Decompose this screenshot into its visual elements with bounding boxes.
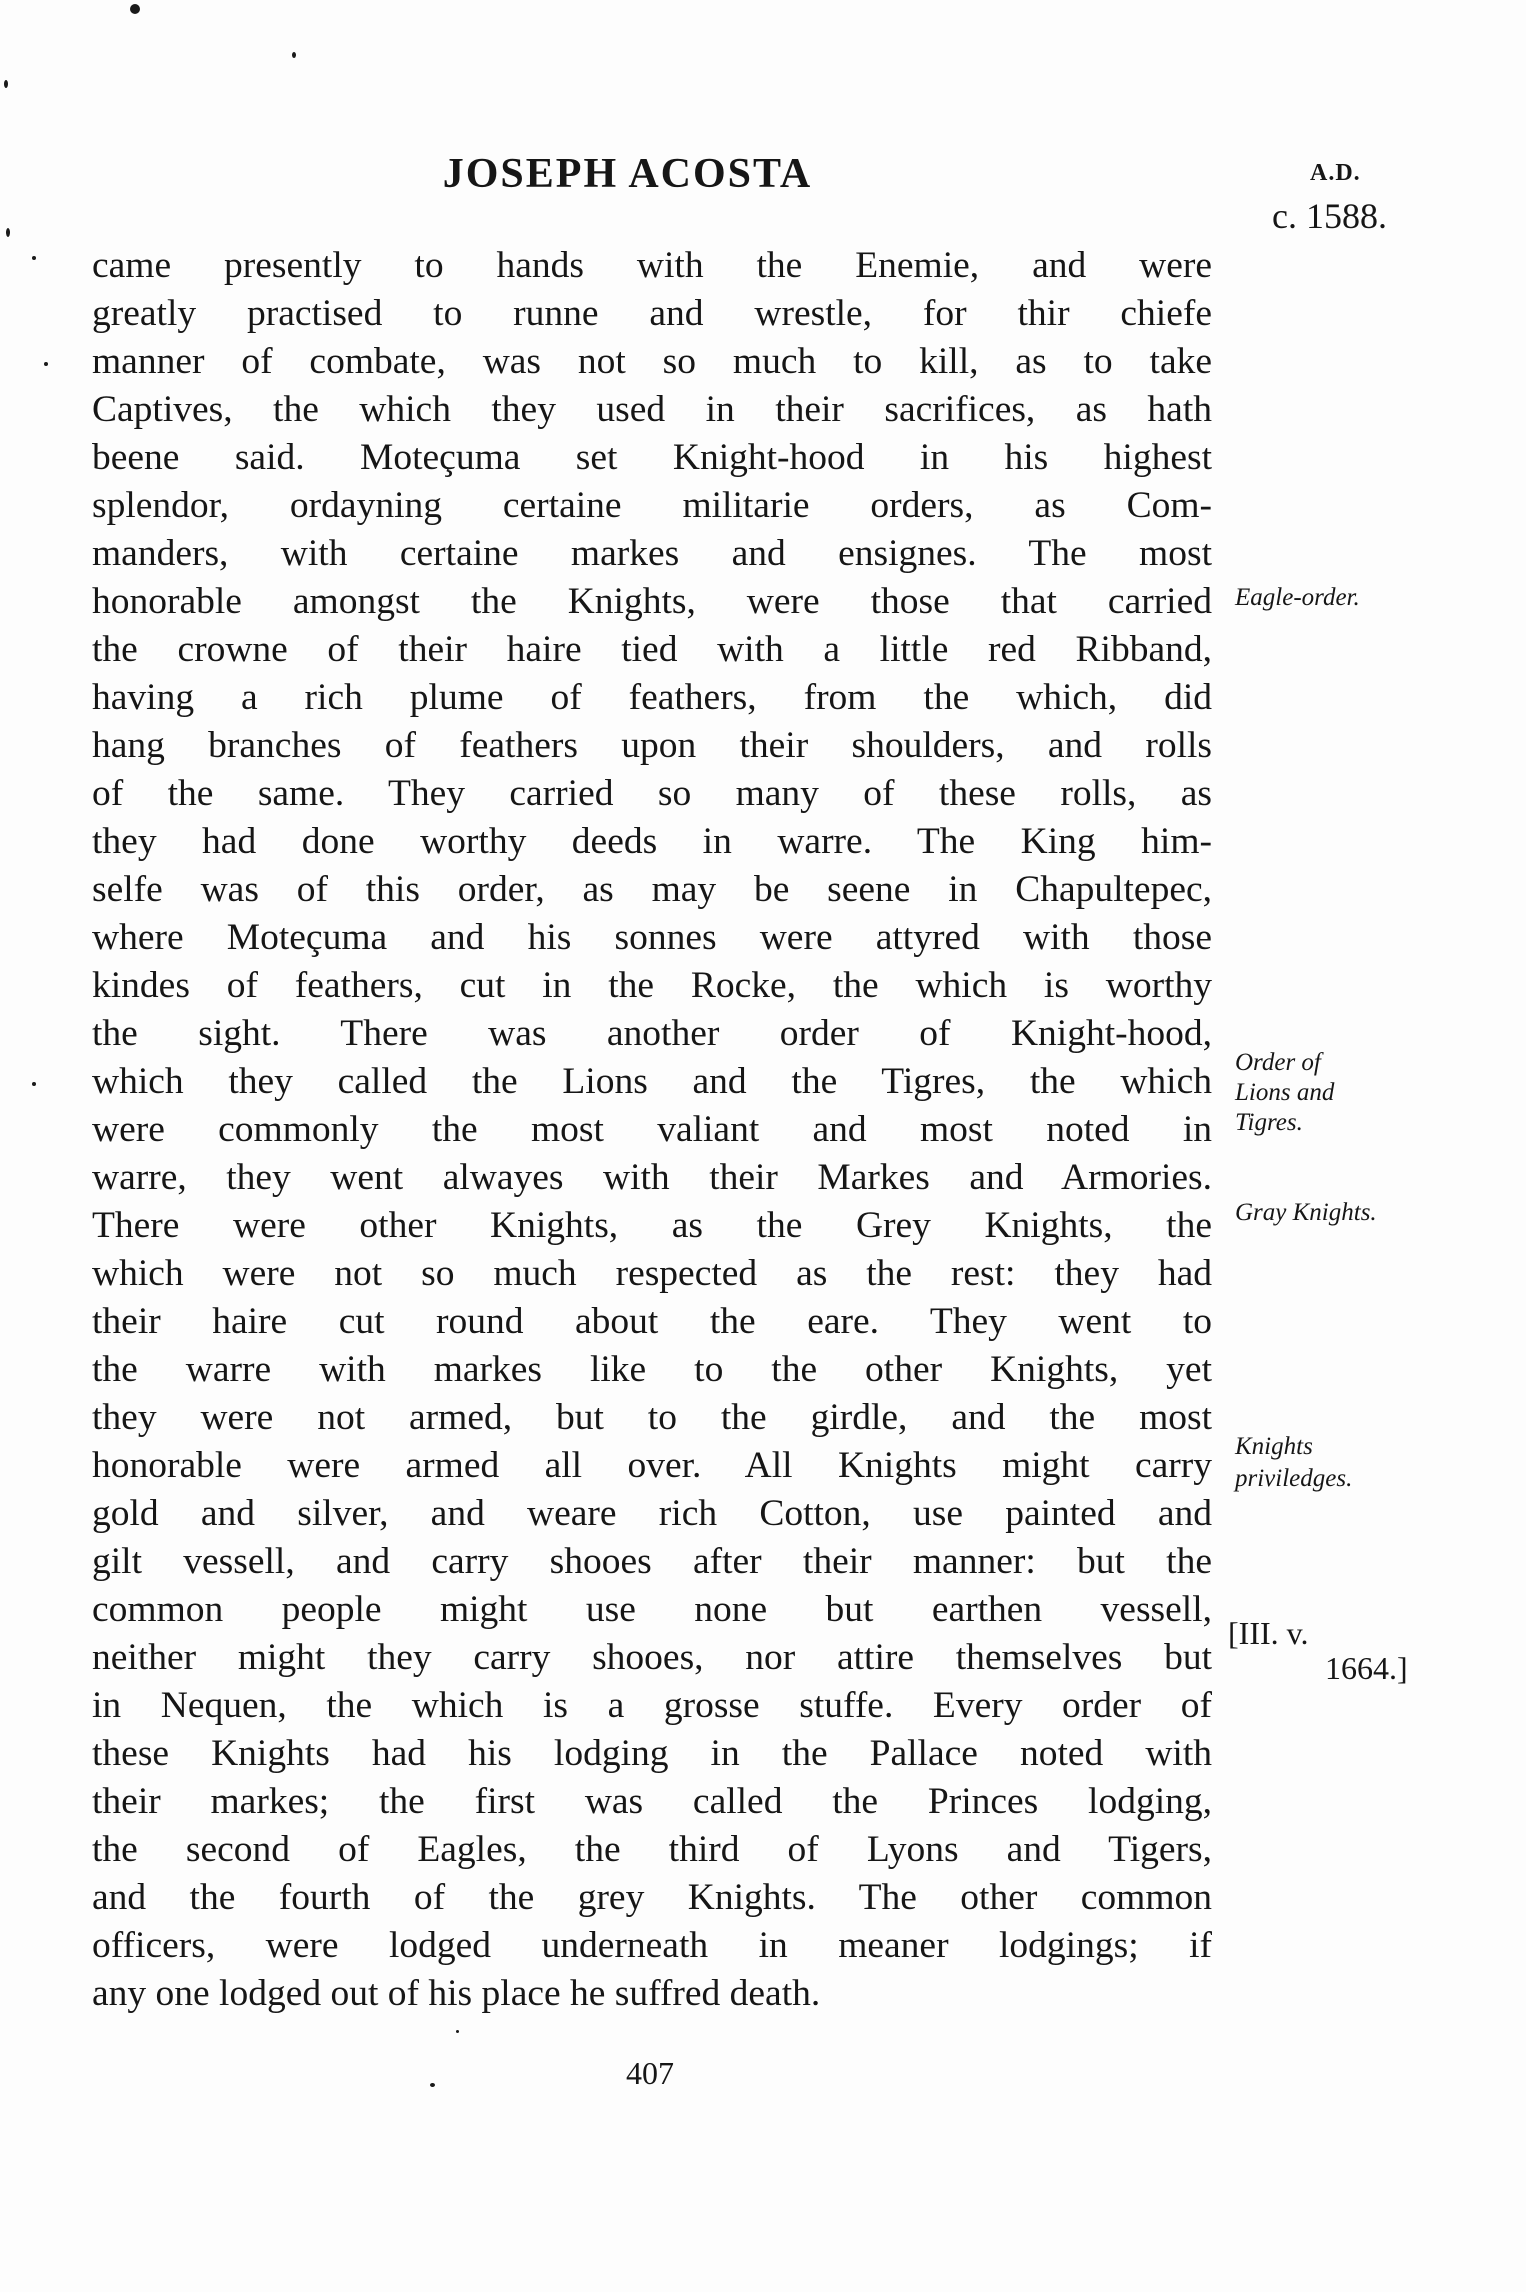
text-line-18: which they called the Lions and the Tigres, the which <box>92 1061 1212 1102</box>
text-line-26: honorable were armed all over. All Knights might carry <box>92 1445 1212 1486</box>
text-line-9: the crowne of their haire tied with a little red Ribband, <box>92 629 1212 670</box>
text-line-22: which were not so much respected as the rest: they had <box>92 1253 1212 1294</box>
text-line-12: of the same. They carried so many of these rolls, as <box>92 773 1212 814</box>
text-line-28: gilt vessell, and carry shooes after their manner: but the <box>92 1541 1212 1582</box>
text-line-7: manders, with certaine markes and ensignes. The most <box>92 533 1212 574</box>
text-line-33: their markes; the first was called the Princes lodging, <box>92 1781 1212 1822</box>
margin-note-lions-line-2: Lions and <box>1235 1079 1335 1106</box>
margin-note-priviledges-line-2: priviledges. <box>1235 1465 1353 1492</box>
text-line-8: honorable amongst the Knights, were those that carried <box>92 581 1212 622</box>
text-line-31: in Nequen, the which is a grosse stuffe. Every order of <box>92 1685 1212 1726</box>
text-line-1: came presently to hands with the Enemie, and were <box>92 245 1212 286</box>
text-line-3: manner of combate, was not so much to kill, as to take <box>92 341 1212 382</box>
reprint-ref-line-1: [III. v. <box>1228 1615 1309 1651</box>
page-number: 407 <box>626 2055 674 2091</box>
text-line-4: Captives, the which they used in their sacrifices, as hath <box>92 389 1212 430</box>
scan-speck <box>4 80 8 88</box>
text-line-13: they had done worthy deeds in warre. The King him- <box>92 821 1212 862</box>
margin-note-priviledges-line-1: Knights <box>1235 1433 1313 1460</box>
text-line-2: greatly practised to runne and wrestle, for thir chiefe <box>92 293 1212 334</box>
text-line-37: any one lodged out of his place he suffred death. <box>92 1973 821 2014</box>
text-line-19: were commonly the most valiant and most noted in <box>92 1109 1212 1150</box>
text-line-20: warre, they went alwayes with their Markes and Armories. <box>92 1157 1212 1198</box>
text-line-34: the second of Eagles, the third of Lyons and Tigers, <box>92 1829 1212 1870</box>
running-head: JOSEPH ACOSTA <box>442 151 813 197</box>
scan-speck <box>130 4 140 14</box>
reprint-ref-line-2: 1664.] <box>1325 1650 1408 1686</box>
text-line-36: officers, were lodged underneath in meaner lodgings; if <box>92 1925 1212 1966</box>
margin-note-gray-knights: Gray Knights. <box>1235 1199 1377 1226</box>
text-line-24: the warre with markes like to the other Knights, yet <box>92 1349 1212 1390</box>
margin-note-eagle-order: Eagle-order. <box>1235 584 1360 611</box>
scan-speck <box>32 256 36 260</box>
text-line-23: their haire cut round about the eare. They went to <box>92 1301 1212 1342</box>
text-line-16: kindes of feathers, cut in the Rocke, the which is worthy <box>92 965 1212 1006</box>
text-line-27: gold and silver, and weare rich Cotton, use painted and <box>92 1493 1212 1534</box>
text-line-35: and the fourth of the grey Knights. The other common <box>92 1877 1212 1918</box>
text-line-10: having a rich plume of feathers, from the which, did <box>92 677 1212 718</box>
text-line-17: the sight. There was another order of Knight-hood, <box>92 1013 1212 1054</box>
scan-speck <box>456 2030 459 2033</box>
margin-note-lions-line-1: Order of <box>1235 1049 1321 1076</box>
body-text <box>92 242 1212 2018</box>
text-line-32: these Knights had his lodging in the Pallace noted with <box>92 1733 1212 1774</box>
scan-speck <box>6 228 10 237</box>
text-line-30: neither might they carry shooes, nor attire themselves but <box>92 1637 1212 1678</box>
text-line-15: where Moteçuma and his sonnes were attyred with those <box>92 917 1212 958</box>
scan-speck <box>430 2083 435 2087</box>
text-line-25: they were not armed, but to the girdle, and the most <box>92 1397 1212 1438</box>
text-line-11: hang branches of feathers upon their shoulders, and rolls <box>92 725 1212 766</box>
text-line-6: splendor, ordayning certaine militarie orders, as Com- <box>92 485 1212 526</box>
text-line-21: There were other Knights, as the Grey Knights, the <box>92 1205 1212 1246</box>
margin-note-lions-line-3: Tigres. <box>1235 1109 1303 1136</box>
scan-speck <box>44 362 48 366</box>
text-line-29: common people might use none but earthen vessell, <box>92 1589 1212 1630</box>
scan-speck <box>32 1082 36 1086</box>
text-line-5: beene said. Moteçuma set Knight-hood in his highest <box>92 437 1212 478</box>
scan-speck <box>292 52 296 58</box>
date-value: c. 1588. <box>1272 196 1387 236</box>
text-line-14: selfe was of this order, as may be seene in Chapultepec, <box>92 869 1212 910</box>
date-label: A.D. <box>1310 160 1361 186</box>
